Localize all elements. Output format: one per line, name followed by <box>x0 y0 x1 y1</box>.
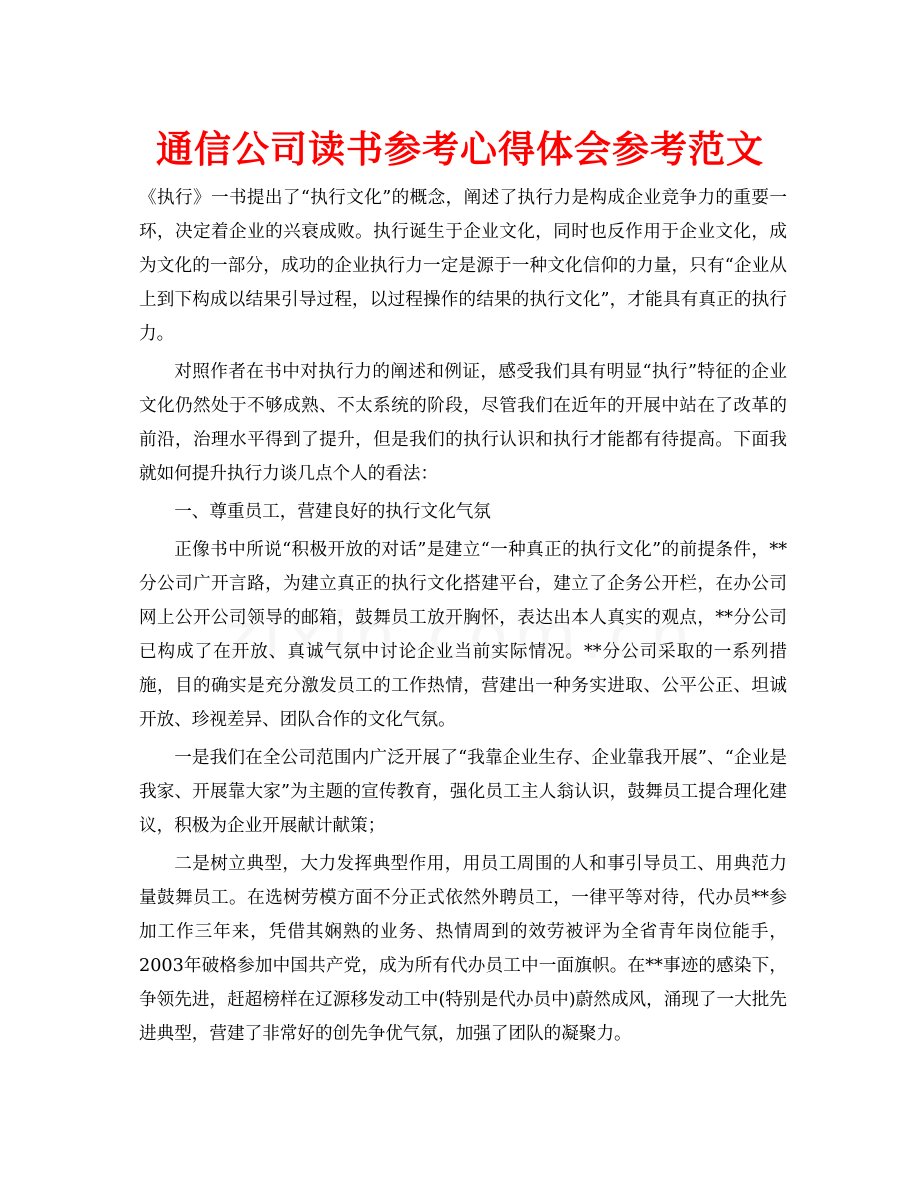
section-heading-1: 一、尊重员工，营建良好的执行文化气氛 <box>174 502 491 522</box>
paragraph-intro: 《执行》一书提出了“执行文化”的概念，阐述了执行力是构成企业竞争力的重要一环，决定着企业的兴衰成败。执行诞生于企业文化，同时也反作用于企业文化，成为文化的一部分，成功的企业执行力一定是源于一种文化信仰的力量，只有“企业从上到下构成以结果引导过程，以过程操作的结果的执行文化”，才能具有真正的执行力。 <box>139 188 787 344</box>
paragraph-point-one: 一是我们在全公司范围内广泛开展了“我靠企业生存、企业靠我开展”、“企业是我家、开展靠大家”为主题的宣传教育，强化员工主人翁认识，鼓舞员工提合理化建议，积极为企业开展献计献策； <box>139 748 787 836</box>
document-title: 通信公司读书参考心得体会参考范文 <box>156 128 764 171</box>
paragraph-open-dialogue: 正像书中所说“积极开放的对话”是建立“一种真正的执行文化”的前提条件，**分公司广开言路，为建立真正的执行文化搭建平台，建立了企务公开栏，在办公司网上公开公司领导的邮箱，鼓舞员工放开胸怀，表达出本人真实的观点，**分公司已构成了在开放、真诚气氛中讨论企业当前实际情况。**分公司采取的一系列措施，目的确实是充分激发员工的工作热情，营建出一种务实进取、公平公正、坦诚开放、珍视差异、团队合作的文化气氛。 <box>139 540 787 730</box>
paragraph-point-two: 二是树立典型，大力发挥典型作用，用员工周围的人和事引导员工、用典范力量鼓舞员工。在选树劳模方面不分正式依然外聘员工，一律平等对待，代办员**参加工作三年来，凭借其娴熟的业务、热情周到的效劳被评为全省青年岗位能手，2003年破格参加中国共产党，成为所有代办员工中一面旗帜。在**事迹的感染下，争领先进，赶超榜样在辽源移发动工中(特别是代办员中)蔚然成风，涌现了一大批先进典型，营建了非常好的创先争优气氛，加强了团队的凝聚力。 <box>139 854 787 1044</box>
document-body <box>139 181 787 1055</box>
paragraph-reflection: 对照作者在书中对执行力的阐述和例证，感受我们具有明显“执行”特征的企业文化仍然处于不够成熟、不太系统的阶段，尽管我们在近年的开展中站在了改革的前沿，治理水平得到了提升，但是我们的执行认识和执行才能都有待提高。下面我就如何提升执行力谈几点个人的看法： <box>139 362 787 484</box>
